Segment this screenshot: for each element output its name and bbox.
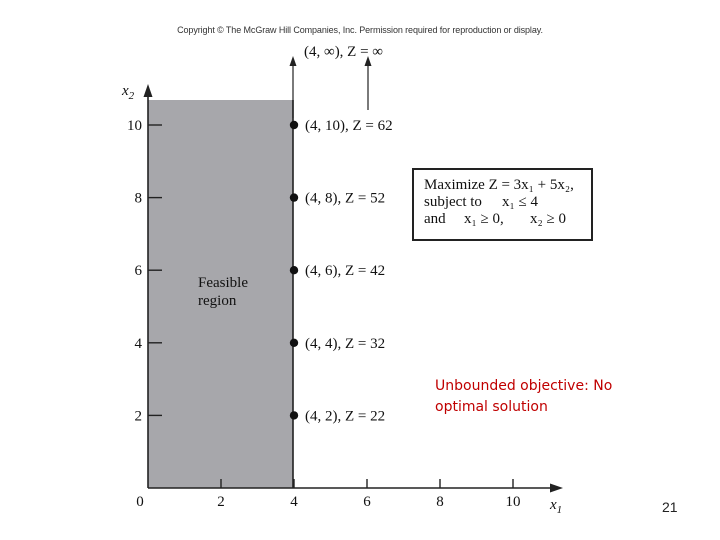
y-axis-label-x: x	[122, 83, 129, 99]
x-tick-label: 8	[436, 494, 444, 510]
corner-point-label: (4, 4), Z = 32	[305, 335, 386, 352]
constraint-x2-ge-0: x₂ ≥ 0	[530, 211, 566, 227]
unbounded-note: Unbounded objective: No optimal solution	[435, 378, 613, 415]
y-axis-label-subscript: 2	[128, 90, 135, 102]
corner-point	[290, 411, 298, 419]
y-tick-label: 8	[134, 190, 142, 207]
x-tick-label: 0	[136, 494, 144, 510]
arrow-up-icon	[290, 56, 297, 66]
corner-point-label: (4, 8), Z = 52	[305, 190, 386, 207]
y-tick-label: 2	[134, 408, 142, 425]
corner-point-label: (4, 6), Z = 42	[305, 263, 386, 280]
infinity-label: (4, ∞), Z = ∞	[304, 44, 383, 60]
x-tick-label: 4	[290, 494, 298, 510]
y-tick-label: 10	[127, 118, 142, 134]
x-tick-label: 2	[217, 494, 225, 510]
constraint-x1-ge-0: x₁ ≥ 0,	[464, 211, 504, 227]
constraint-line	[424, 194, 591, 211]
objective-line: Maximize Z = 3x₁ + 5x₂,	[424, 177, 574, 193]
corner-point	[290, 339, 298, 347]
corner-point	[290, 121, 298, 129]
corner-points	[290, 118, 393, 424]
corner-point-label: (4, 2), Z = 22	[305, 408, 386, 425]
feasible-region-label-line1: Feasible	[198, 275, 248, 291]
corner-point-label: (4, 10), Z = 62	[305, 118, 393, 134]
nonnegativity-line	[424, 211, 591, 228]
x-tick-label: 10	[505, 494, 521, 510]
and-label: and	[424, 211, 446, 227]
y-axis-label	[121, 83, 135, 102]
x-tick-label: 6	[363, 494, 371, 510]
x-axis-label-x: x	[550, 497, 557, 513]
copyright-notice: Copyright © The McGraw Hill Companies, Inc. Permission required for reproduction or display.	[177, 25, 543, 35]
x-axis-label-subscript: 1	[556, 504, 563, 516]
subject-to-label: subject to	[424, 194, 482, 210]
y-axis-arrow-icon	[144, 84, 153, 97]
y-tick-label: 4	[134, 335, 142, 352]
x-axis-label	[549, 497, 562, 516]
model-box	[412, 168, 593, 241]
feasible-region-label-line2: region	[198, 293, 237, 309]
y-tick-label: 6	[134, 263, 142, 280]
slide-number: 21	[662, 499, 678, 515]
constraint-x1-le-4: x₁ ≤ 4	[502, 194, 538, 210]
corner-point	[290, 266, 298, 274]
corner-point	[290, 193, 298, 201]
x-axis-arrow-icon	[550, 484, 563, 493]
